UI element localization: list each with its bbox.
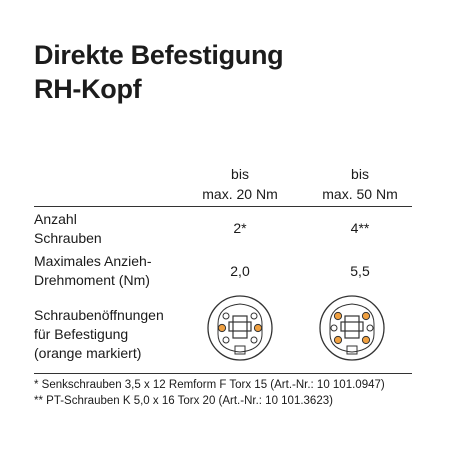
row-label-line-2: für Befestigung [34,326,129,342]
row-label-line-1: Anzahl [34,211,77,227]
screw-hole [251,313,257,319]
cell-drehmoment-20nm: 2,0 [230,263,250,279]
title-line-2: RH-Kopf [34,74,142,104]
screw-hole [223,337,229,343]
highlighted-screw-hole [362,336,369,343]
highlighted-screw-hole [334,336,341,343]
highlighted-screw-hole [218,324,225,331]
header-divider [34,206,412,207]
row-label-line-2: Schrauben [34,230,102,246]
screw-hole [251,337,257,343]
footnote-1: * Senkschrauben 3,5 x 12 Remform F Torx 15 (Art.-Nr.: 10 101.0947) [34,379,385,391]
title-line-1: Direkte Befestigung [34,40,284,70]
screw-hole [367,325,373,331]
column-header-line-2: max. 50 Nm [322,186,398,202]
row-label-anzahl [34,210,102,248]
column-header-line-2: max. 20 Nm [202,186,278,202]
screw-hole-diagram-50nm [318,294,386,362]
column-header-line-1: bis [231,166,249,182]
cell-drehmoment-50nm: 5,5 [350,263,370,279]
screw-hole-diagram-20nm [206,294,274,362]
cell-anzahl-50nm: 4** [350,220,370,236]
row-label-schraubenoeffnungen [34,306,164,363]
column-header-50nm [300,164,420,204]
highlighted-screw-hole [362,312,369,319]
row-label-line-2: Drehmoment (Nm) [34,272,150,288]
row-label-line-1: Maximales Anzieh- [34,253,152,269]
footnote-2: ** PT-Schrauben K 5,0 x 16 Torx 20 (Art.-Nr.: 10 101.3623) [34,395,333,407]
page-title [34,38,283,106]
row-label-line-3: (orange markiert) [34,345,142,361]
highlighted-screw-hole [334,312,341,319]
column-header-20nm [180,164,300,204]
footnote-divider [34,373,412,374]
highlighted-screw-hole [254,324,261,331]
screw-hole [223,313,229,319]
row-label-line-1: Schraubenöffnungen [34,307,164,323]
cell-anzahl-20nm: 2* [233,220,247,236]
screw-hole [331,325,337,331]
column-header-line-1: bis [351,166,369,182]
row-label-drehmoment [34,252,152,290]
